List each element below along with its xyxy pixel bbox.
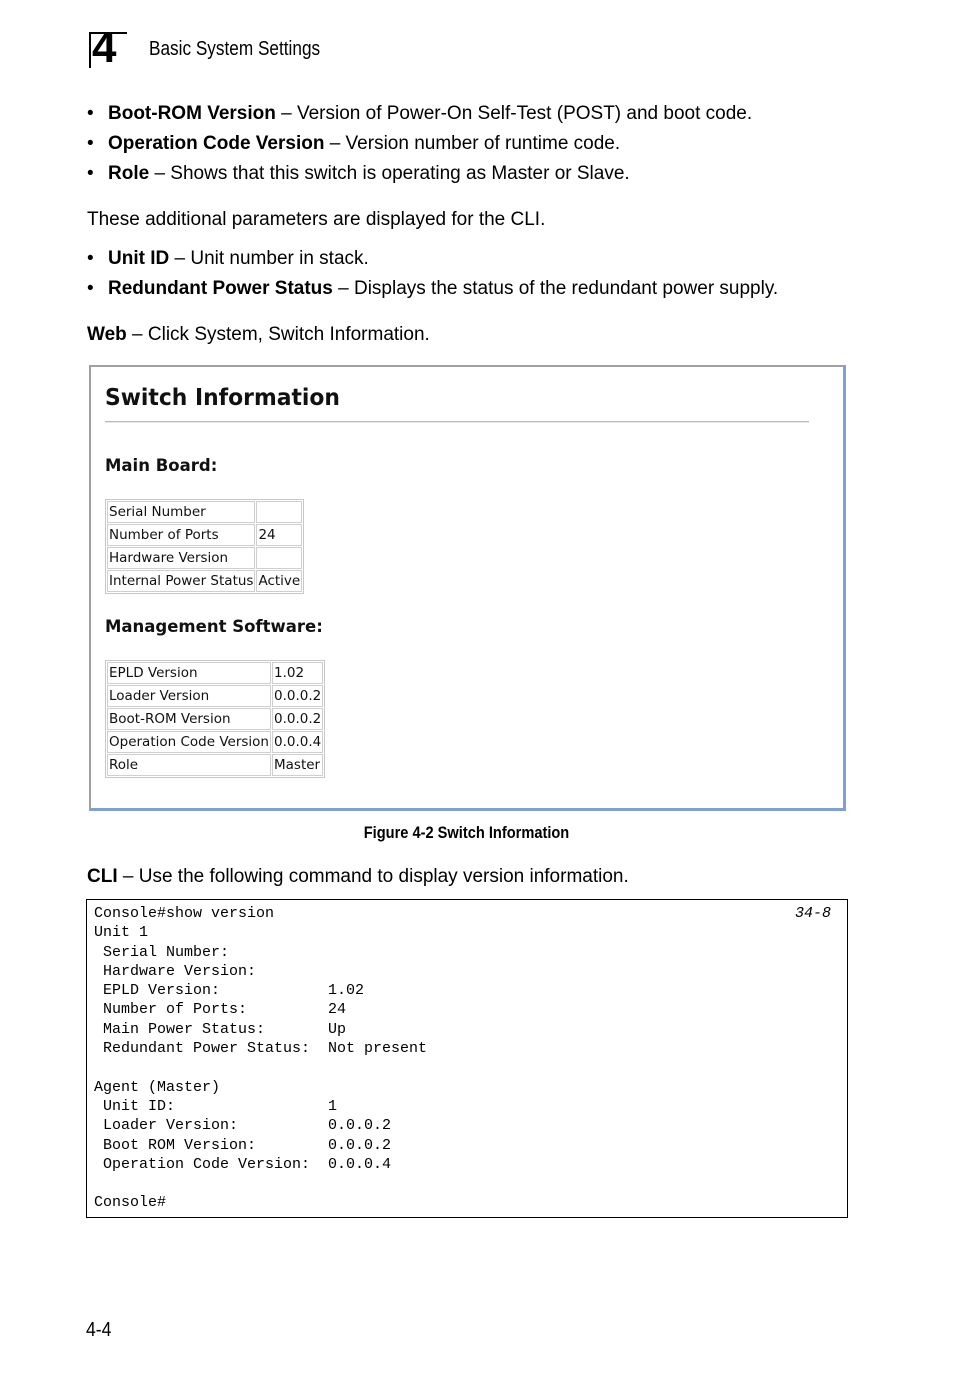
row-label: EPLD Version xyxy=(107,662,271,684)
table-row xyxy=(107,570,302,592)
term: Role xyxy=(108,163,150,184)
cli-output-text: Console#show version Unit 1 Serial Number: Hardware Version: EPLD Version: 1.02 Number of Ports: 24 Main Power Status: Up Redundant Power Status: Not present Agent (Master) Unit ID: 1 Loader Version: 0.0.0.2 Boot ROM Version: 0.0.0.2 Operation Code Version: 0.0.0.4 Console# xyxy=(94,905,428,1212)
row-value: 0.0.0.2 xyxy=(272,708,323,730)
description: – Unit number in stack. xyxy=(169,248,369,269)
cli-output-box xyxy=(86,899,848,1218)
chapter-number: 4 xyxy=(92,23,117,72)
main-board-table xyxy=(105,499,304,594)
cli-instruction xyxy=(87,866,629,888)
term: Redundant Power Status xyxy=(108,278,333,299)
row-label: Boot-ROM Version xyxy=(107,708,271,730)
management-software-table xyxy=(105,660,325,778)
cli-params-intro: These additional parameters are displayed for the CLI. xyxy=(87,209,546,230)
switch-information-screenshot xyxy=(89,365,846,811)
list-item xyxy=(87,159,752,189)
description: – Shows that this switch is operating as Master or Slave. xyxy=(149,163,630,184)
parameter-list xyxy=(87,99,752,189)
row-label: Loader Version xyxy=(107,685,271,707)
page-title: Switch Information xyxy=(105,385,340,411)
row-value: Active xyxy=(256,570,302,592)
list-item xyxy=(87,129,752,159)
description: – Displays the status of the redundant power supply. xyxy=(332,278,779,299)
chapter-title: Basic System Settings xyxy=(149,38,321,60)
row-label: Serial Number xyxy=(107,501,255,523)
table-row xyxy=(107,731,323,753)
management-software-heading: Management Software: xyxy=(105,617,323,636)
table-row xyxy=(107,754,323,776)
cli-parameter-list xyxy=(87,244,778,304)
table-row xyxy=(107,685,323,707)
table-row xyxy=(107,662,323,684)
page-number: 4-4 xyxy=(86,1319,112,1341)
figure-caption-text: Figure 4-2 Switch Information xyxy=(363,823,569,842)
description: – Version of Power-On Self-Test (POST) and boot code. xyxy=(275,103,753,124)
row-label: Internal Power Status xyxy=(107,570,255,592)
list-item xyxy=(87,99,752,129)
list-item xyxy=(87,274,778,304)
row-value xyxy=(256,547,302,569)
web-text: – Click System, Switch Information. xyxy=(126,324,430,345)
cli-label: CLI xyxy=(87,866,118,887)
cli-text: – Use the following command to display version information. xyxy=(117,866,629,887)
figure-caption xyxy=(0,823,932,843)
row-value: 24 xyxy=(256,524,302,546)
term: Boot-ROM Version xyxy=(108,103,276,124)
web-label: Web xyxy=(87,324,127,345)
table-row xyxy=(107,501,302,523)
row-value: 0.0.0.2 xyxy=(272,685,323,707)
description: – Version number of runtime code. xyxy=(324,133,621,154)
row-label: Hardware Version xyxy=(107,547,255,569)
row-label: Operation Code Version xyxy=(107,731,271,753)
row-label: Number of Ports xyxy=(107,524,255,546)
term: Unit ID xyxy=(108,248,170,269)
main-board-heading: Main Board: xyxy=(105,456,218,475)
row-label: Role xyxy=(107,754,271,776)
row-value: Master xyxy=(272,754,323,776)
term: Operation Code Version xyxy=(108,133,325,154)
row-value: 1.02 xyxy=(272,662,323,684)
table-row xyxy=(107,708,323,730)
row-value xyxy=(256,501,302,523)
command-reference: 34-8 xyxy=(794,905,831,922)
table-row xyxy=(107,524,302,546)
row-value: 0.0.0.4 xyxy=(272,731,323,753)
web-instruction xyxy=(87,324,430,346)
list-item xyxy=(87,244,778,274)
title-divider xyxy=(105,421,809,423)
table-row xyxy=(107,547,302,569)
